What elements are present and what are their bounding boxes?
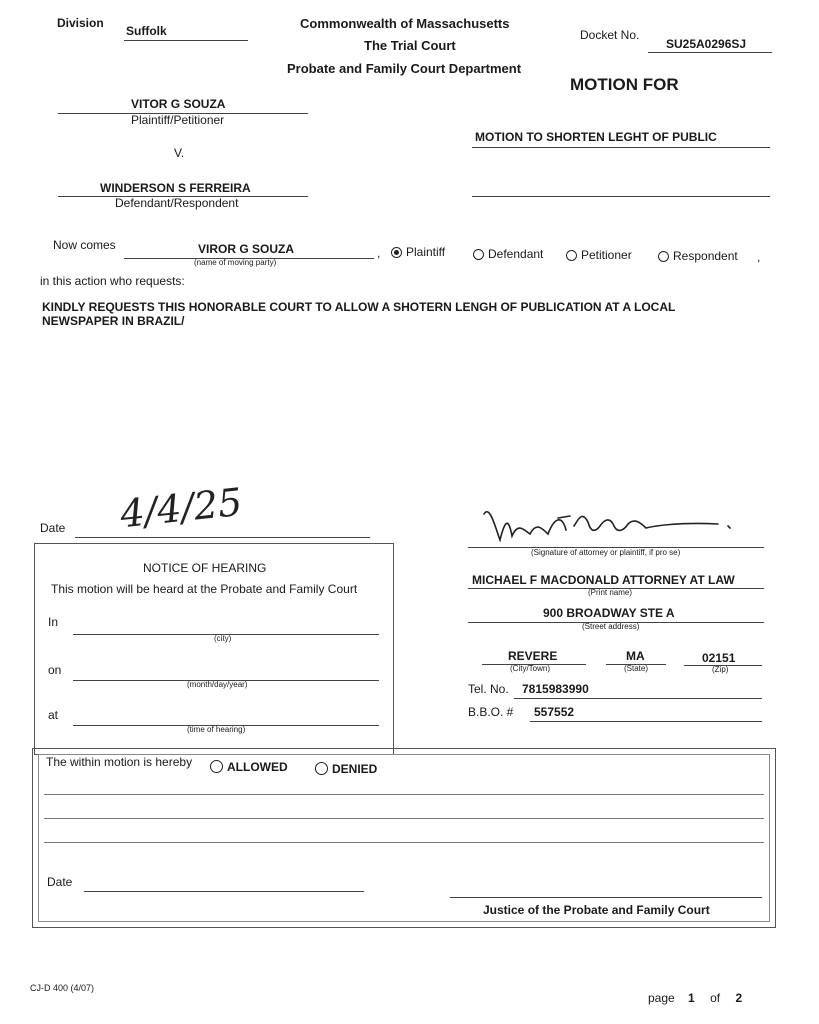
defendant-name[interactable]: WINDERSON S FERREIRA <box>100 181 251 195</box>
denied-radio[interactable] <box>315 762 328 775</box>
option-defendant-label: Defendant <box>488 247 544 261</box>
notice-subtitle: This motion will be heard at the Probate and Family Court <box>51 582 358 596</box>
page-total: 2 <box>735 991 743 1005</box>
option-petitioner[interactable] <box>566 248 632 262</box>
docket-value[interactable]: SU25A0296SJ <box>666 37 747 51</box>
bbo-underline <box>530 721 762 722</box>
defendant-caption: Defendant/Respondent <box>115 196 239 210</box>
bbo-value[interactable]: 557552 <box>534 705 575 719</box>
justice-signature-line[interactable] <box>450 897 762 898</box>
zip-value[interactable]: 02151 <box>702 651 736 665</box>
notice-on-label: on <box>48 663 62 677</box>
request-line1[interactable]: KINDLY REQUESTS THIS HONORABLE COURT TO ALLOW A SHOTERN LENGH OF PUBLICATION AT A LOCAL <box>42 300 676 314</box>
notice-at-label: at <box>48 708 59 722</box>
petitioner-radio[interactable] <box>566 250 577 261</box>
court-line3: Probate and Family Court Department <box>287 61 522 76</box>
option-petitioner-label: Petitioner <box>581 248 632 262</box>
ruling-denied-option[interactable] <box>315 762 377 776</box>
versus-label: V. <box>174 146 185 160</box>
moving-party-name[interactable]: VIROR G SOUZA <box>198 242 295 256</box>
city-caption: (City/Town) <box>510 664 551 673</box>
comma: , <box>377 246 381 260</box>
ruling-date-label: Date <box>47 875 73 889</box>
ruling-line-2[interactable] <box>44 818 764 819</box>
plaintiff-radio[interactable] <box>391 247 402 258</box>
ruling-date-field[interactable] <box>84 891 364 892</box>
state-caption: (State) <box>624 664 649 673</box>
attorney-print-name[interactable]: MICHAEL F MACDONALD ATTORNEY AT LAW <box>472 573 735 587</box>
notice-date-caption: (month/day/year) <box>187 680 248 689</box>
notice-time-caption: (time of hearing) <box>187 725 246 734</box>
notice-title: NOTICE OF HEARING <box>143 561 267 575</box>
option-respondent-label: Respondent <box>673 249 738 263</box>
tel-value[interactable]: 7815983990 <box>522 682 589 696</box>
ruling-line-1[interactable] <box>44 794 764 795</box>
docket-label: Docket No. <box>580 28 640 42</box>
plaintiff-name[interactable]: VITOR G SOUZA <box>131 97 226 111</box>
bbo-label <box>468 705 513 719</box>
motion-title-underline-2 <box>472 196 770 197</box>
now-comes-label: Now comes <box>53 238 116 252</box>
division-value[interactable]: Suffolk <box>126 24 167 38</box>
ruling-text: The within motion is hereby <box>46 755 193 769</box>
form-id: CJ-D 400 (4/07) <box>30 983 95 993</box>
date-underline <box>75 537 370 538</box>
moving-party-caption: (name of moving party) <box>194 258 277 267</box>
option-plaintiff-label: Plaintiff <box>406 245 446 259</box>
allowed-radio[interactable] <box>210 760 223 773</box>
motion-for-heading: MOTION FOR <box>570 75 679 94</box>
bbo-label-text: B.B.O. # <box>468 705 514 719</box>
court-line1: Commonwealth of Massachusetts <box>300 16 510 31</box>
tail-comma: , <box>757 250 761 264</box>
option-defendant[interactable] <box>473 247 543 261</box>
page-of-label: of <box>710 991 721 1005</box>
defendant-radio[interactable] <box>473 249 484 260</box>
handwritten-date[interactable]: 4/4/25 <box>118 479 245 537</box>
attorney-signature[interactable] <box>478 500 768 552</box>
print-name-caption: (Print name) <box>588 588 633 597</box>
justice-caption: Justice of the Probate and Family Court <box>483 903 710 917</box>
ruling-allowed-option[interactable] <box>210 760 288 774</box>
respondent-radio[interactable] <box>658 251 669 262</box>
requests-label: in this action who requests: <box>40 274 185 288</box>
page-indicator <box>648 991 742 1005</box>
motion-title-underline <box>472 147 770 148</box>
division-label: Division <box>57 16 104 30</box>
zip-caption: (Zip) <box>712 665 729 674</box>
signature-caption: (Signature of attorney or plaintiff, if pro se) <box>531 548 681 557</box>
date-label: Date <box>40 521 66 535</box>
plaintiff-caption: Plaintiff/Petitioner <box>131 113 225 127</box>
page-label: page <box>648 991 675 1005</box>
docket-underline <box>648 52 772 53</box>
city-value[interactable]: REVERE <box>508 649 558 663</box>
notice-in-label: In <box>48 615 59 629</box>
state-value[interactable]: MA <box>626 649 645 663</box>
allowed-label: ALLOWED <box>227 760 288 774</box>
tel-label: Tel. No. <box>468 682 509 696</box>
court-line2: The Trial Court <box>364 38 456 53</box>
option-respondent[interactable] <box>658 249 738 263</box>
denied-label: DENIED <box>332 762 378 776</box>
ruling-line-3[interactable] <box>44 842 764 843</box>
option-plaintiff[interactable] <box>391 245 445 259</box>
division-underline <box>124 40 248 41</box>
motion-title[interactable]: MOTION TO SHORTEN LEGHT OF PUBLIC <box>475 130 717 144</box>
request-line2[interactable]: NEWSPAPER IN BRAZIL/ <box>42 314 185 328</box>
street-caption: (Street address) <box>582 622 640 631</box>
notice-city-caption: (city) <box>214 634 232 643</box>
page-number: 1 <box>688 991 695 1005</box>
street-address[interactable]: 900 BROADWAY STE A <box>543 606 675 620</box>
tel-underline <box>514 698 762 699</box>
